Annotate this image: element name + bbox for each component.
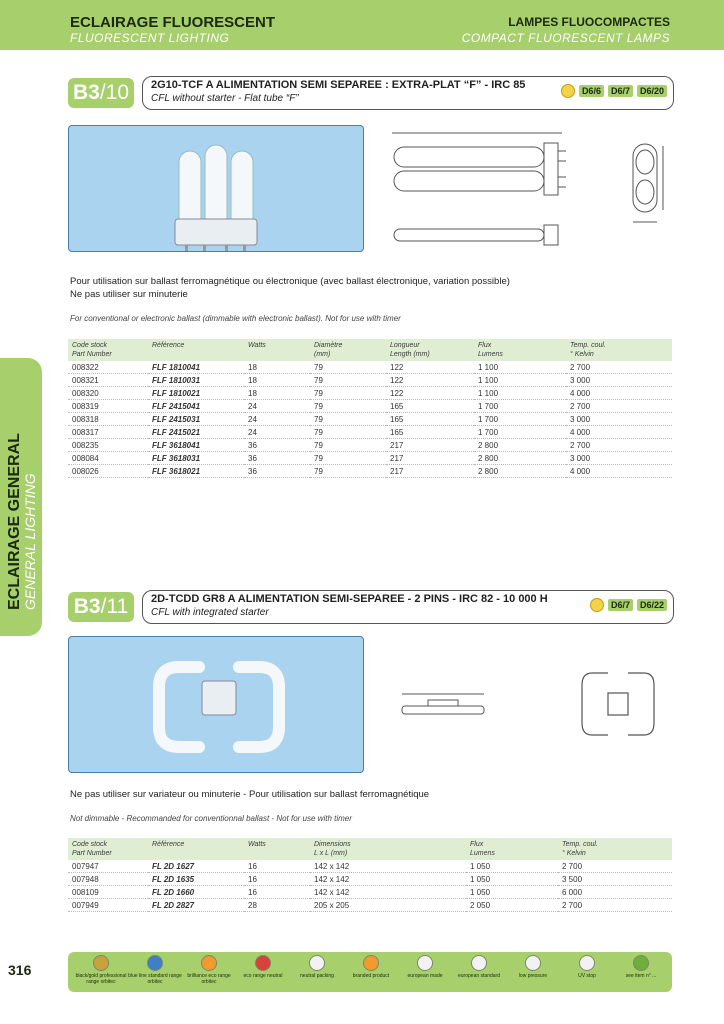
- table-cell: 008318: [68, 413, 148, 426]
- reference-cell: FLF 2415041: [148, 400, 244, 413]
- sun-icon: [590, 598, 604, 612]
- table-row: [68, 465, 672, 478]
- table-body: [68, 361, 672, 478]
- table-cell: 1 700: [474, 426, 566, 439]
- column-header: Flux Lumens: [470, 841, 495, 857]
- section-badges: [590, 598, 667, 612]
- table-cell: 217: [386, 465, 474, 478]
- flat-tube-lamp-icon: [69, 126, 363, 251]
- reference-cell: FLF 2415031: [148, 413, 244, 426]
- table-cell: 79: [310, 439, 386, 452]
- section-subtitle: CFL with integrated starter: [151, 607, 269, 618]
- table-cell: 3 000: [566, 374, 672, 387]
- section-badges: [561, 84, 667, 98]
- section-header: [68, 76, 672, 110]
- legend-item: [614, 955, 668, 979]
- 2d-lamp-side-diagram: [398, 690, 488, 720]
- table-cell: 122: [386, 361, 474, 374]
- table-body: [68, 860, 672, 912]
- section-b3-10: [68, 76, 672, 110]
- table-cell: 2 800: [474, 439, 566, 452]
- table-header-row: [68, 838, 672, 860]
- table-cell: 16: [244, 886, 310, 899]
- table-row: [68, 439, 672, 452]
- table-row: [68, 860, 672, 873]
- page-header: [0, 0, 724, 50]
- description-en: Not dimmable - Recommanded for conventionnal ballast - Not for use with timer: [70, 814, 352, 823]
- table-cell: 4 000: [566, 426, 672, 439]
- table-cell: 008026: [68, 465, 148, 478]
- table-cell: 79: [310, 361, 386, 374]
- table-cell: 3 500: [558, 873, 672, 886]
- header-left-subtitle: FLUORESCENT LIGHTING: [70, 31, 230, 45]
- column-header: Flux Lumens: [478, 342, 503, 358]
- column-header: Longueur Length (mm): [390, 342, 430, 358]
- section-title-box: [142, 76, 674, 110]
- table-row: [68, 873, 672, 886]
- table-cell: 2 700: [566, 361, 672, 374]
- 2d-lamp-front-diagram: [568, 665, 668, 745]
- product-photo-flat-tube: [68, 125, 364, 252]
- section-title: 2D-TCDD GR8 A ALIMENTATION SEMI-SEPAREE - 2 PINS - IRC 82 - 10 000 H: [151, 593, 548, 605]
- table-cell: 008317: [68, 426, 148, 439]
- legend-icon: [471, 955, 487, 971]
- page-number: 316: [8, 962, 32, 978]
- table-cell: 36: [244, 452, 310, 465]
- table-cell: 4 000: [566, 387, 672, 400]
- section-header: [68, 590, 672, 624]
- table-cell: 165: [386, 413, 474, 426]
- description-fr-line: Pour utilisation sur ballast ferromagnétique ou électronique (avec ballast électronique, variation possible): [70, 276, 510, 287]
- legend-icon: [93, 955, 109, 971]
- table-cell: 18: [244, 374, 310, 387]
- legend-icon: [525, 955, 541, 971]
- section-code-badge: [68, 592, 134, 622]
- table-cell: 008084: [68, 452, 148, 465]
- legend-item: [236, 955, 290, 979]
- table-header-row: [68, 339, 672, 361]
- table-row: [68, 452, 672, 465]
- reference-cell: FLF 1810041: [148, 361, 244, 374]
- ref-badge: D6/22: [637, 599, 667, 611]
- table-cell: 1 100: [474, 361, 566, 374]
- reference-cell: FL 2D 1660: [148, 886, 244, 899]
- table-cell: 165: [386, 426, 474, 439]
- legend-icon: [309, 955, 325, 971]
- legend-item: [128, 955, 182, 985]
- header-left: [70, 14, 275, 45]
- legend-bar: [68, 952, 672, 992]
- header-right: [462, 14, 670, 45]
- 2d-lamp-icon: [69, 637, 363, 772]
- table-cell: 79: [310, 413, 386, 426]
- legend-icon: [255, 955, 271, 971]
- code-prefix: B3: [73, 595, 101, 618]
- table-cell: 1 100: [474, 374, 566, 387]
- table-cell: 142 x 142: [310, 860, 466, 873]
- table-cell: 1 050: [466, 860, 558, 873]
- table-cell: 16: [244, 860, 310, 873]
- table-cell: 2 700: [566, 400, 672, 413]
- legend-icon: [147, 955, 163, 971]
- sidebar-title: ECLAIRAGE GENERAL: [6, 433, 23, 610]
- table-cell: 1 100: [474, 387, 566, 400]
- table-row: [68, 387, 672, 400]
- table-cell: 2 700: [558, 899, 672, 912]
- table-cell: 24: [244, 400, 310, 413]
- table-cell: 6 000: [558, 886, 672, 899]
- table-row: [68, 413, 672, 426]
- table-cell: 79: [310, 465, 386, 478]
- table-cell: 007949: [68, 899, 148, 912]
- table-cell: 217: [386, 452, 474, 465]
- table-cell: 1 050: [466, 873, 558, 886]
- legend-item: [182, 955, 236, 985]
- header-left-title: ECLAIRAGE FLUORESCENT: [70, 14, 276, 31]
- code-number: /10: [99, 81, 130, 104]
- ref-badge: D6/7: [608, 599, 633, 611]
- table-cell: 79: [310, 387, 386, 400]
- table-cell: 24: [244, 426, 310, 439]
- legend-icon: [363, 955, 379, 971]
- reference-cell: FLF 3618021: [148, 465, 244, 478]
- table-cell: 205 x 205: [310, 899, 466, 912]
- table-cell: 007948: [68, 873, 148, 886]
- table-cell: 3 000: [566, 452, 672, 465]
- table-row: [68, 899, 672, 912]
- legend-label: blue line standard range orbitec: [128, 973, 182, 985]
- reference-cell: FLF 2415021: [148, 426, 244, 439]
- table-cell: 79: [310, 426, 386, 439]
- table-cell: 36: [244, 439, 310, 452]
- product-photo-2d-lamp: [68, 636, 364, 773]
- legend-item: [560, 955, 614, 979]
- section-code-badge: [68, 78, 134, 108]
- column-header: Temp. coul. ° Kelvin: [562, 841, 598, 857]
- table-cell: 16: [244, 873, 310, 886]
- description-fr-line: Ne pas utiliser sur minuterie: [70, 289, 188, 300]
- table-cell: 2 700: [566, 439, 672, 452]
- table-cell: 142 x 142: [310, 873, 466, 886]
- ref-badge: D6/6: [579, 85, 604, 97]
- section-title: 2G10-TCF A ALIMENTATION SEMI SEPAREE : EXTRA-PLAT “F” - IRC 85: [151, 79, 526, 91]
- legend-label: black/gold professional range orbitec: [75, 973, 127, 985]
- table-cell: 008109: [68, 886, 148, 899]
- column-header: Watts: [248, 342, 266, 349]
- spec-table-b3-10: [68, 339, 672, 478]
- table-cell: 28: [244, 899, 310, 912]
- column-header: Temp. coul. ° Kelvin: [570, 342, 606, 358]
- legend-label: brilliance eco range orbitec: [187, 973, 231, 985]
- table-cell: 18: [244, 361, 310, 374]
- legend-icon: [417, 955, 433, 971]
- column-header: Code stock Part Number: [72, 342, 112, 358]
- section-subtitle: CFL without starter - Flat tube “F”: [151, 93, 299, 104]
- ref-badge: D6/20: [637, 85, 667, 97]
- table-cell: 008319: [68, 400, 148, 413]
- description-fr: [70, 275, 510, 301]
- table-cell: 1 700: [474, 400, 566, 413]
- column-header: Code stock Part Number: [72, 841, 112, 857]
- table-cell: 008322: [68, 361, 148, 374]
- table-row: [68, 374, 672, 387]
- sidebar-subtitle: GENERAL LIGHTING: [22, 473, 38, 610]
- legend-label: low pressure: [518, 973, 548, 979]
- table-cell: 79: [310, 400, 386, 413]
- ref-badge: D6/7: [608, 85, 633, 97]
- table-cell: 1 700: [474, 413, 566, 426]
- column-header: Watts: [248, 841, 266, 848]
- legend-item: [398, 955, 452, 979]
- table-cell: 36: [244, 465, 310, 478]
- header-right-subtitle: COMPACT FLUORESCENT LAMPS: [461, 31, 670, 45]
- table-cell: 217: [386, 439, 474, 452]
- table-cell: 122: [386, 374, 474, 387]
- legend-label: eco range neutral: [243, 973, 283, 979]
- description-fr: Ne pas utiliser sur variateur ou minuterie - Pour utilisation sur ballast ferromagnétique: [70, 789, 430, 800]
- sidebar-label: [6, 340, 38, 610]
- table-row: [68, 426, 672, 439]
- legend-icon: [579, 955, 595, 971]
- code-number: /11: [100, 595, 129, 618]
- reference-cell: FL 2D 2827: [148, 899, 244, 912]
- legend-item: [74, 955, 128, 985]
- section-title-box: [142, 590, 674, 624]
- legend-item: [506, 955, 560, 979]
- table-cell: 1 050: [466, 886, 558, 899]
- table-cell: 122: [386, 387, 474, 400]
- legend-item: [344, 955, 398, 979]
- table-cell: 142 x 142: [310, 886, 466, 899]
- column-header: Diamètre (mm): [314, 342, 343, 358]
- table-cell: 165: [386, 400, 474, 413]
- reference-cell: FLF 1810021: [148, 387, 244, 400]
- legend-label: european standard: [458, 973, 500, 979]
- table-row: [68, 361, 672, 374]
- table-cell: 008321: [68, 374, 148, 387]
- reference-cell: FLF 3618041: [148, 439, 244, 452]
- table-cell: 3 000: [566, 413, 672, 426]
- table-cell: 007947: [68, 860, 148, 873]
- legend-label: neutral packing: [300, 973, 334, 979]
- table-cell: 2 700: [558, 860, 672, 873]
- flat-tube-diagram: [382, 125, 592, 255]
- column-header: Référence: [152, 841, 185, 848]
- table-cell: 2 800: [474, 452, 566, 465]
- legend-icon: [633, 955, 649, 971]
- header-right-title: LAMPES FLUOCOMPACTES: [508, 15, 670, 29]
- code-prefix: B3: [72, 81, 100, 104]
- legend-item: [452, 955, 506, 979]
- table-cell: 4 000: [566, 465, 672, 478]
- reference-cell: FL 2D 1627: [148, 860, 244, 873]
- table-cell: 2 050: [466, 899, 558, 912]
- sun-icon: [561, 84, 575, 98]
- reference-cell: FLF 1810031: [148, 374, 244, 387]
- reference-cell: FL 2D 1635: [148, 873, 244, 886]
- table-cell: 008235: [68, 439, 148, 452]
- spec-table-b3-11: [68, 838, 672, 912]
- table-cell: 18: [244, 387, 310, 400]
- section-b3-11: [68, 590, 672, 624]
- column-header: Dimensions L x L (mm): [314, 841, 351, 857]
- table-row: [68, 400, 672, 413]
- legend-label: european made: [407, 973, 443, 979]
- table-cell: 2 800: [474, 465, 566, 478]
- description-en: For conventional or electronic ballast (dimmable with electronic ballast). Not for use with timer: [70, 314, 401, 323]
- legend-label: branded product: [352, 973, 390, 979]
- legend-label: UV stop: [578, 973, 596, 979]
- legend-item: [290, 955, 344, 979]
- table-cell: 24: [244, 413, 310, 426]
- table-cell: 79: [310, 374, 386, 387]
- legend-label: see item n° ...: [625, 973, 657, 979]
- table-row: [68, 886, 672, 899]
- legend-icon: [201, 955, 217, 971]
- table-cell: 008320: [68, 387, 148, 400]
- reference-cell: FLF 3618031: [148, 452, 244, 465]
- table-cell: 79: [310, 452, 386, 465]
- flat-tube-top-view: [625, 138, 675, 228]
- column-header: Référence: [152, 342, 185, 349]
